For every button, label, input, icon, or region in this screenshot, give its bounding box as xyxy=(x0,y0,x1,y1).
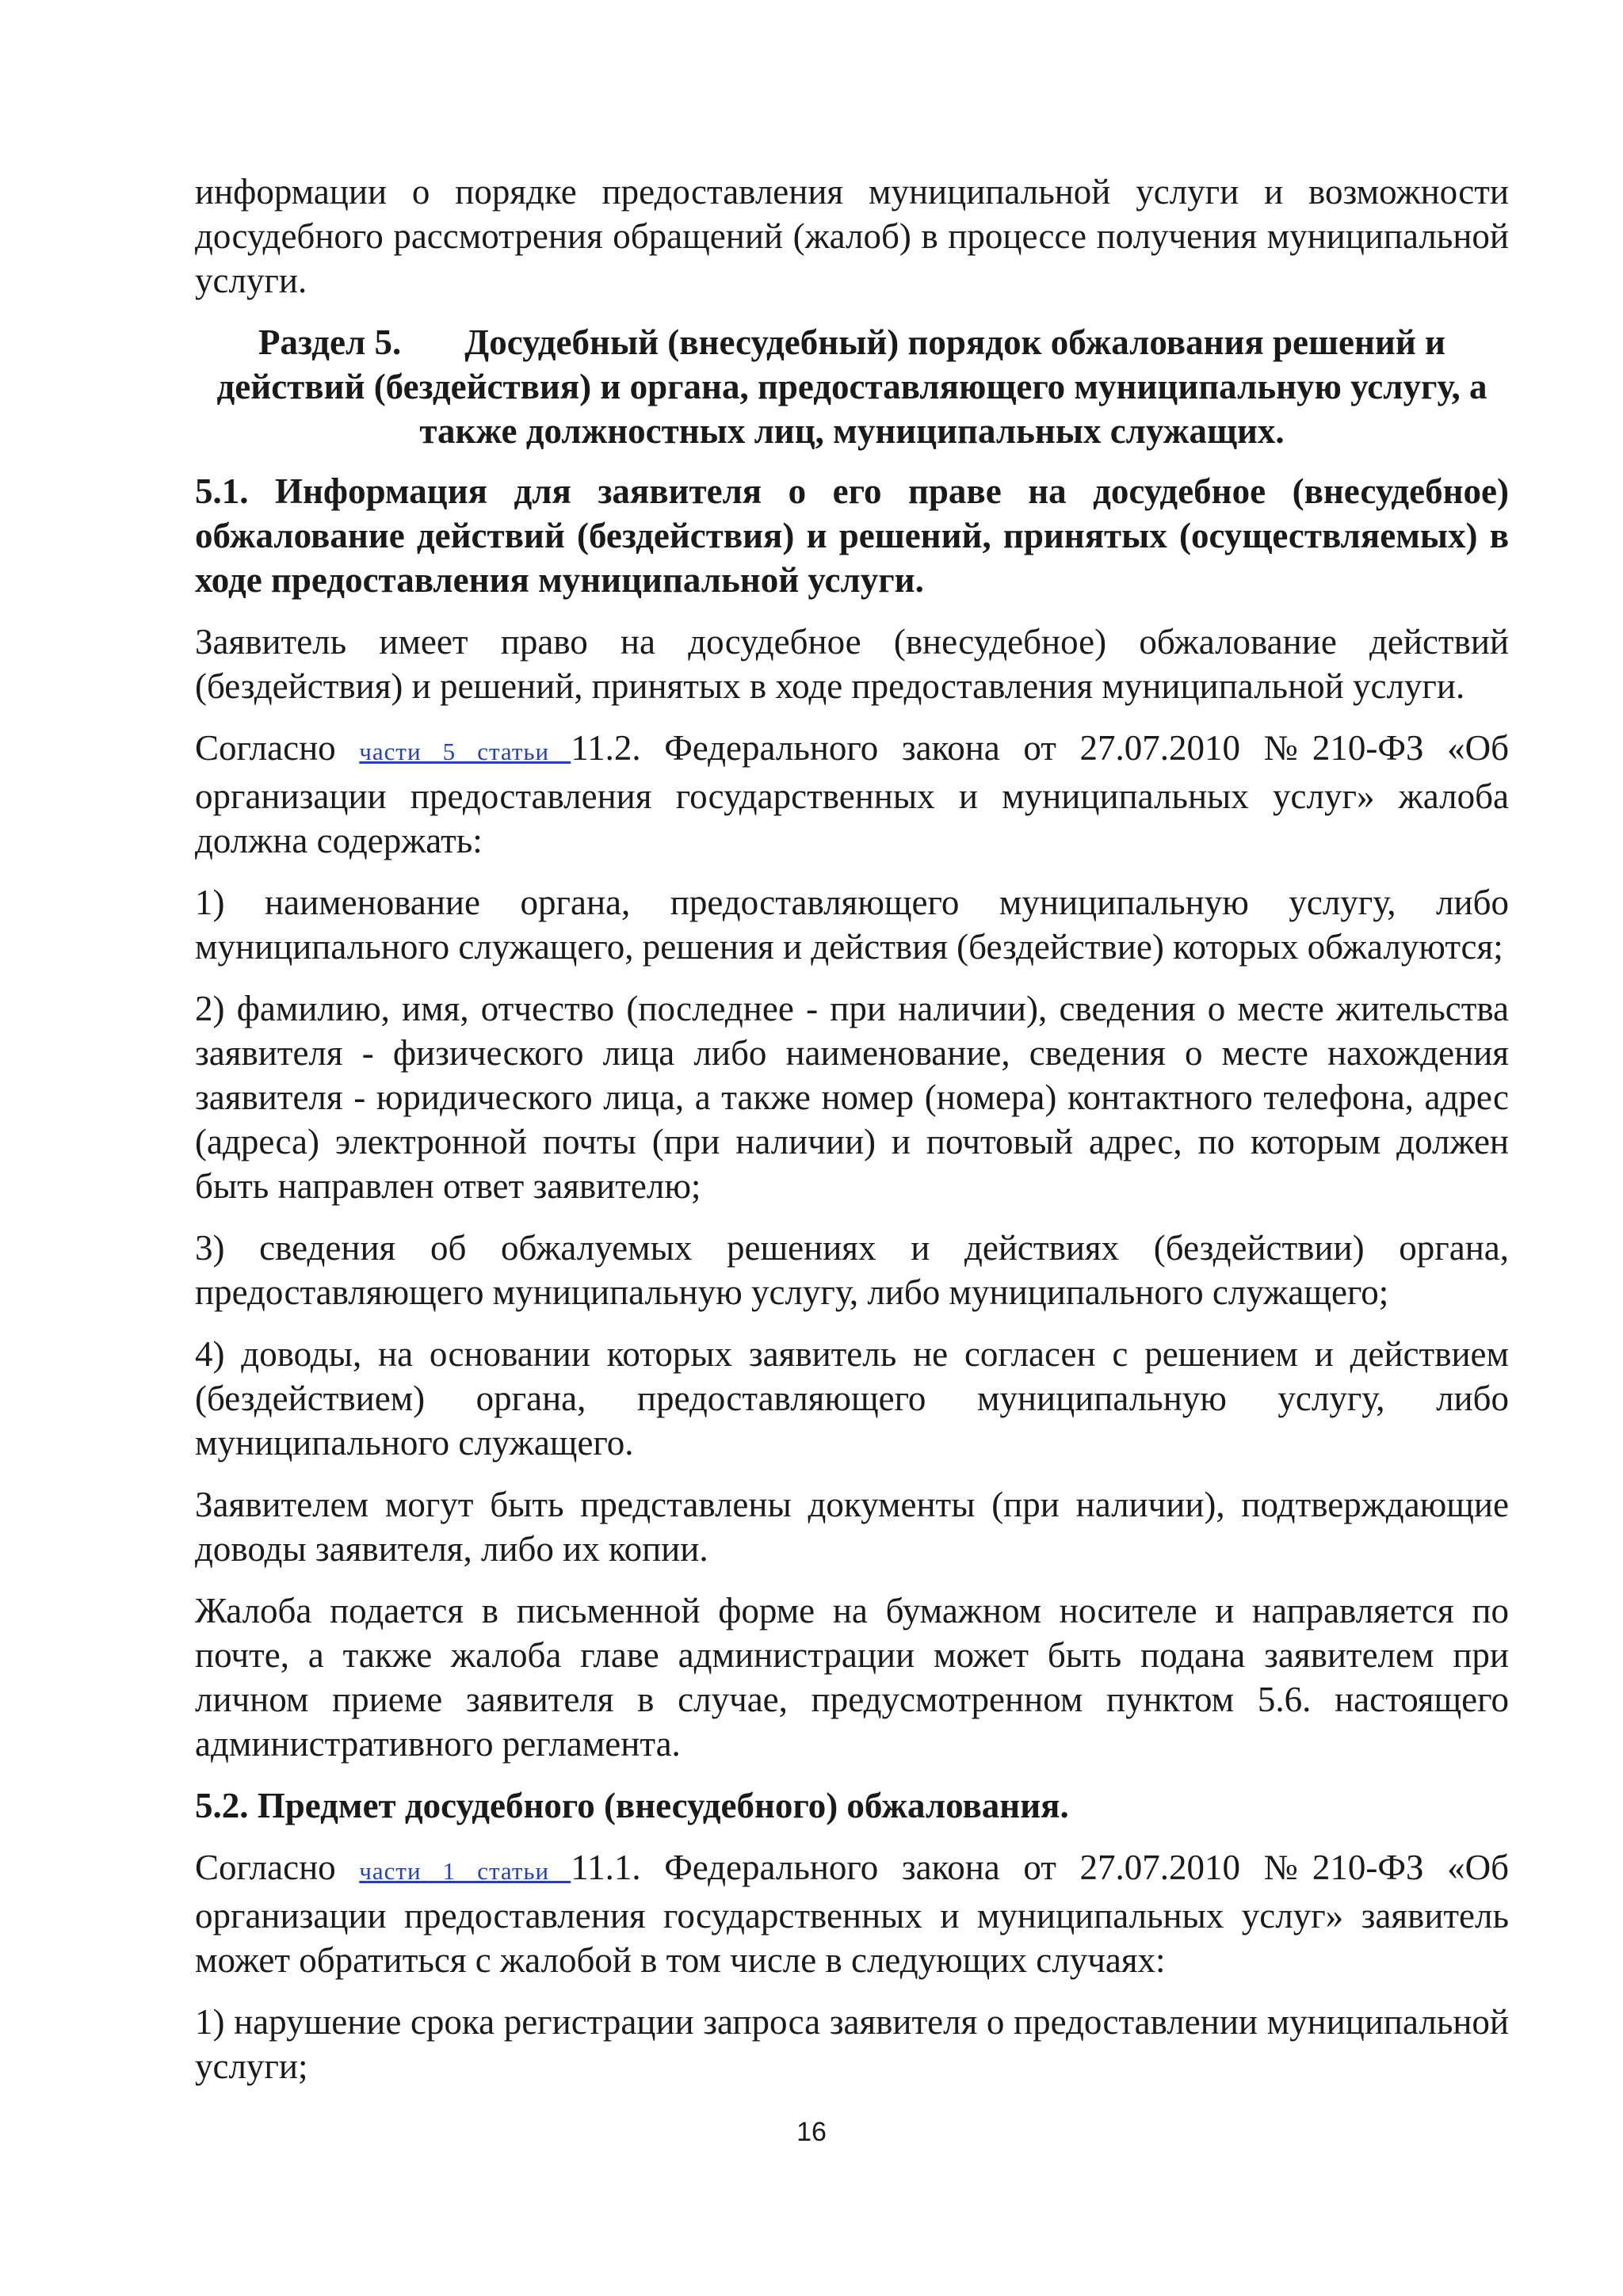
list-item-1: 1) наименование органа, предоставляющего муниципальную услугу, либо муниципального служащего, решения и действия (бездействие) которых обжалуются; xyxy=(195,883,1509,967)
law-part-5-link[interactable]: части 5 статьи xyxy=(359,738,571,765)
paragraph-intro: информации о порядке предоставления муниципальной услуги и возможности досудебного рассмотрения обращений (жалоб) в процессе получения муниципальной услуги. xyxy=(195,172,1509,300)
law-part-1-link[interactable]: части 1 статьи xyxy=(359,1857,571,1885)
subsection-5-2-title: 5.2. Предмет досудебного (внесудебного) обжалования. xyxy=(195,1786,1069,1825)
list-item-2: 2) фамилию, имя, отчество (последнее - при наличии), сведения о месте жительства заявителя - физического лица либо наименование, сведения о месте нахождения заявителя - юридического лица, а также номер (номера) контактного телефона, адрес (адреса) электронной почты (при наличии) и почтовый адрес, по которым должен быть направлен ответ заявителю; xyxy=(195,989,1509,1206)
according-2-before: Согласно xyxy=(195,1848,360,1887)
list-item-3: 3) сведения об обжалуемых решениях и действиях (бездействии) органа, предоставляющего муниципальную услугу, либо муниципального служащего; xyxy=(195,1228,1509,1312)
list-item-5-2-1: 1) нарушение срока регистрации запроса заявителя о предоставлении муниципальной услуги; xyxy=(195,2002,1509,2086)
according-1-before: Согласно xyxy=(195,728,360,768)
according-1-after: 11.2. Федерального закона от 27.07.2010 №210-ФЗ «Об организации предоставления государственных и муниципальных услуг» жалоба должна содержать: xyxy=(195,728,1510,860)
paragraph-documents: Заявителем могут быть представлены документы (при наличии), подтверждающие доводы заявителя, либо их копии. xyxy=(195,1485,1509,1569)
section-5-heading xyxy=(195,320,1509,453)
list-item-4: 4) доводы, на основании которых заявитель не согласен с решением и действием (бездействием) органа, предоставляющего муниципальную услугу, либо муниципального служащего. xyxy=(195,1334,1509,1463)
paragraph-according-2 xyxy=(195,1845,1509,1982)
section-number: Раздел 5. xyxy=(258,322,402,362)
subsection-5-1-title: 5.1. Информация для заявителя о его праве на досудебное (внесудебное) обжалование действий (бездействия) и решений, принятых (осуществляемых) в ходе предоставления муниципальной услуги. xyxy=(195,471,1509,600)
page-number: 16 xyxy=(796,2117,827,2147)
document-page xyxy=(195,170,1509,2106)
section-title: Досудебный (внесудебный) порядок обжалования решений и действий (бездействия) и органа, предоставляющего муниципальную услугу, а также должностных лиц, муниципальных служащих. xyxy=(216,322,1487,451)
paragraph-complaint: Жалоба подается в письменной форме на бумажном носителе и направляется по почте, а также жалоба главе администрации может быть подана заявителем при личном приеме заявителя в случае, предусмотренном пунктом 5.6. настоящего административного регламента. xyxy=(195,1591,1509,1764)
according-2-after: 11.1. Федерального закона от 27.07.2010 №210-ФЗ «Об организации предоставления государственных и муниципальных услуг» заявитель может обратиться с жалобой в том числе в следующих случаях: xyxy=(195,1848,1510,1980)
paragraph-according-1 xyxy=(195,726,1509,863)
paragraph-right: Заявитель имеет право на досудебное (внесудебное) обжалование действий (бездействия) и решений, принятых в ходе предоставления муниципальной услуги. xyxy=(195,622,1509,706)
